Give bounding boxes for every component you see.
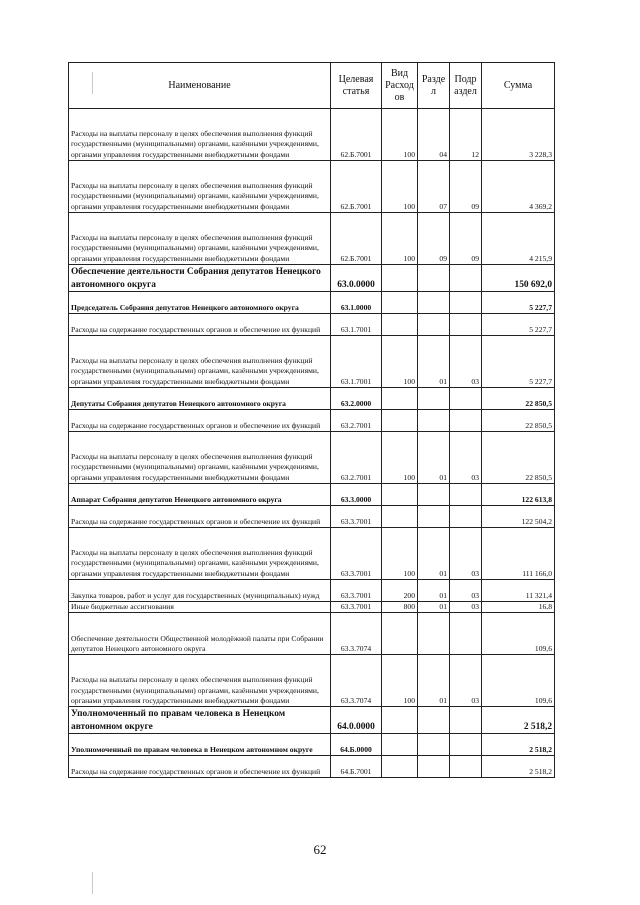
table-row xyxy=(69,734,555,756)
table-row xyxy=(69,655,555,707)
row-subsection xyxy=(450,292,482,314)
row-sum: 2 518,2 xyxy=(482,707,555,734)
row-subsection: 03 xyxy=(450,528,482,580)
row-section: 01 xyxy=(418,602,450,613)
row-name: Расходы на содержание государственных органов и обеспечение их функций xyxy=(69,314,331,336)
row-target-article: 62.Б.7001 xyxy=(331,109,382,161)
table-row xyxy=(69,388,555,410)
row-section xyxy=(418,484,450,506)
row-name: Обеспечение деятельности Собрания депутатов Ненецкого автономного округа xyxy=(69,265,331,292)
row-subsection xyxy=(450,613,482,655)
row-sum: 122 504,2 xyxy=(482,506,555,528)
row-name: Расходы на выплаты персоналу в целях обеспечения выполнения функций государственными (муниципальными) органами, казёнными учреждениями, органами управления государственными внебюджетными фондами xyxy=(69,109,331,161)
row-name: Председатель Собрания депутатов Ненецкого автономного округа xyxy=(69,292,331,314)
row-section: 01 xyxy=(418,336,450,388)
row-subsection xyxy=(450,410,482,432)
row-name: Расходы на выплаты персоналу в целях обеспечения выполнения функций государственными (муниципальными) органами, казёнными учреждениями, органами управления государственными внебюджетными фондами xyxy=(69,432,331,484)
row-section xyxy=(418,613,450,655)
row-target-article: 63.3.7074 xyxy=(331,655,382,707)
row-section: 04 xyxy=(418,109,450,161)
row-sum: 111 166,0 xyxy=(482,528,555,580)
row-name: Закупка товаров, работ и услуг для государственных (муниципальных) нужд xyxy=(69,580,331,602)
row-expense-kind xyxy=(382,410,418,432)
row-target-article: 63.3.7001 xyxy=(331,580,382,602)
row-expense-kind: 100 xyxy=(382,109,418,161)
row-sum: 4 215,9 xyxy=(482,213,555,265)
page-number: 62 xyxy=(313,842,327,857)
row-sum: 2 518,2 xyxy=(482,734,555,756)
row-target-article: 63.2.0000 xyxy=(331,388,382,410)
row-subsection xyxy=(450,506,482,528)
row-target-article: 64.0.0000 xyxy=(331,707,382,734)
row-subsection xyxy=(450,265,482,292)
row-name: Аппарат Собрания депутатов Ненецкого автономного округа xyxy=(69,484,331,506)
row-sum: 5 227,7 xyxy=(482,314,555,336)
table-row xyxy=(69,528,555,580)
row-target-article: 63.3.7074 xyxy=(331,613,382,655)
row-sum: 11 321,4 xyxy=(482,580,555,602)
table-row xyxy=(69,602,555,613)
row-sum: 109,6 xyxy=(482,655,555,707)
header-name: Наименование xyxy=(69,63,331,109)
row-name: Расходы на содержание государственных органов и обеспечение их функций xyxy=(69,506,331,528)
row-subsection xyxy=(450,314,482,336)
row-subsection xyxy=(450,734,482,756)
row-expense-kind: 100 xyxy=(382,161,418,213)
row-sum: 2 518,2 xyxy=(482,756,555,778)
row-name: Расходы на выплаты персоналу в целях обеспечения выполнения функций государственными (муниципальными) органами, казёнными учреждениями, органами управления государственными внебюджетными фондами xyxy=(69,161,331,213)
row-expense-kind xyxy=(382,756,418,778)
row-name: Иные бюджетные ассигнования xyxy=(69,602,331,613)
header-section: Разде л xyxy=(418,63,450,109)
row-sum: 4 369,2 xyxy=(482,161,555,213)
table-row xyxy=(69,109,555,161)
row-name: Расходы на выплаты персоналу в целях обеспечения выполнения функций государственными (муниципальными) органами, казёнными учреждениями, органами управления государственными внебюджетными фондами xyxy=(69,655,331,707)
table-row xyxy=(69,292,555,314)
table-row xyxy=(69,506,555,528)
row-sum: 5 227,7 xyxy=(482,336,555,388)
row-name: Расходы на содержание государственных органов и обеспечение их функций xyxy=(69,410,331,432)
header-subsection: Подр аздел xyxy=(450,63,482,109)
row-expense-kind xyxy=(382,707,418,734)
row-expense-kind xyxy=(382,292,418,314)
row-subsection: 09 xyxy=(450,213,482,265)
row-section xyxy=(418,265,450,292)
row-target-article: 64.Б.7001 xyxy=(331,756,382,778)
table-row xyxy=(69,432,555,484)
row-target-article: 63.3.7001 xyxy=(331,506,382,528)
row-section xyxy=(418,756,450,778)
row-subsection: 09 xyxy=(450,161,482,213)
row-section: 01 xyxy=(418,580,450,602)
header-expense-kind: Вид Расход ов xyxy=(382,63,418,109)
budget-table xyxy=(68,62,555,778)
table-row xyxy=(69,613,555,655)
row-sum: 122 613,8 xyxy=(482,484,555,506)
row-target-article: 63.3.7001 xyxy=(331,528,382,580)
row-subsection: 03 xyxy=(450,655,482,707)
row-expense-kind: 100 xyxy=(382,336,418,388)
row-subsection xyxy=(450,388,482,410)
table-row xyxy=(69,410,555,432)
row-section xyxy=(418,292,450,314)
row-expense-kind: 100 xyxy=(382,655,418,707)
row-subsection xyxy=(450,756,482,778)
table-row xyxy=(69,161,555,213)
row-sum: 150 692,0 xyxy=(482,265,555,292)
row-expense-kind: 800 xyxy=(382,602,418,613)
row-section xyxy=(418,314,450,336)
row-name: Обеспечение деятельности Общественной молодёжной палаты при Собрании депутатов Ненецкого автономного округа xyxy=(69,613,331,655)
row-sum: 3 228,3 xyxy=(482,109,555,161)
table-row xyxy=(69,484,555,506)
row-name: Расходы на содержание государственных органов и обеспечение их функций xyxy=(69,756,331,778)
row-expense-kind: 100 xyxy=(382,432,418,484)
row-target-article: 63.1.0000 xyxy=(331,292,382,314)
row-subsection xyxy=(450,484,482,506)
row-sum: 22 850,5 xyxy=(482,432,555,484)
table-row xyxy=(69,580,555,602)
row-name: Уполномоченный по правам человека в Ненецком автономном округе xyxy=(69,734,331,756)
row-subsection: 03 xyxy=(450,580,482,602)
table-row xyxy=(69,707,555,734)
row-target-article: 63.1.7001 xyxy=(331,314,382,336)
table-row xyxy=(69,336,555,388)
row-section: 01 xyxy=(418,528,450,580)
row-subsection: 03 xyxy=(450,602,482,613)
row-sum: 5 227,7 xyxy=(482,292,555,314)
row-sum: 22 850,5 xyxy=(482,410,555,432)
row-expense-kind xyxy=(382,265,418,292)
row-target-article: 62.Б.7001 xyxy=(331,161,382,213)
row-expense-kind xyxy=(382,506,418,528)
row-section: 01 xyxy=(418,655,450,707)
row-section xyxy=(418,506,450,528)
row-section: 07 xyxy=(418,161,450,213)
row-expense-kind xyxy=(382,314,418,336)
row-target-article: 63.1.7001 xyxy=(331,336,382,388)
row-target-article: 62.Б.7001 xyxy=(331,213,382,265)
row-subsection xyxy=(450,707,482,734)
table-body xyxy=(69,109,555,778)
row-target-article: 63.2.7001 xyxy=(331,432,382,484)
row-target-article: 64.Б.0000 xyxy=(331,734,382,756)
table-row xyxy=(69,265,555,292)
row-section xyxy=(418,388,450,410)
row-subsection: 03 xyxy=(450,432,482,484)
table-row xyxy=(69,314,555,336)
row-name: Расходы на выплаты персоналу в целях обеспечения выполнения функций государственными (муниципальными) органами, казёнными учреждениями, органами управления государственными внебюджетными фондами xyxy=(69,336,331,388)
row-expense-kind: 100 xyxy=(382,213,418,265)
row-section: 01 xyxy=(418,432,450,484)
row-sum: 16,8 xyxy=(482,602,555,613)
row-section xyxy=(418,410,450,432)
row-name: Уполномоченный по правам человека в Ненецком автономном округе xyxy=(69,707,331,734)
table-row xyxy=(69,756,555,778)
row-expense-kind: 100 xyxy=(382,528,418,580)
header-target-article: Целевая статья xyxy=(331,63,382,109)
row-target-article: 63.0.0000 xyxy=(331,265,382,292)
row-section xyxy=(418,707,450,734)
table-header-row xyxy=(69,63,555,109)
row-section xyxy=(418,734,450,756)
row-name: Расходы на выплаты персоналу в целях обеспечения выполнения функций государственными (муниципальными) органами, казёнными учреждениями, органами управления государственными внебюджетными фондами xyxy=(69,213,331,265)
row-section: 09 xyxy=(418,213,450,265)
row-expense-kind xyxy=(382,388,418,410)
row-target-article: 63.3.0000 xyxy=(331,484,382,506)
scan-mark-bottom xyxy=(92,872,93,894)
row-name: Расходы на выплаты персоналу в целях обеспечения выполнения функций государственными (муниципальными) органами, казёнными учреждениями, органами управления государственными внебюджетными фондами xyxy=(69,528,331,580)
table-row xyxy=(69,213,555,265)
row-subsection: 03 xyxy=(450,336,482,388)
row-name: Депутаты Собрания депутатов Ненецкого автономного округа xyxy=(69,388,331,410)
row-expense-kind: 200 xyxy=(382,580,418,602)
row-expense-kind xyxy=(382,613,418,655)
row-sum: 22 850,5 xyxy=(482,388,555,410)
row-target-article: 63.2.7001 xyxy=(331,410,382,432)
row-expense-kind xyxy=(382,734,418,756)
row-expense-kind xyxy=(382,484,418,506)
header-sum: Сумма xyxy=(482,63,555,109)
row-sum: 109,6 xyxy=(482,613,555,655)
row-subsection: 12 xyxy=(450,109,482,161)
row-target-article: 63.3.7001 xyxy=(331,602,382,613)
